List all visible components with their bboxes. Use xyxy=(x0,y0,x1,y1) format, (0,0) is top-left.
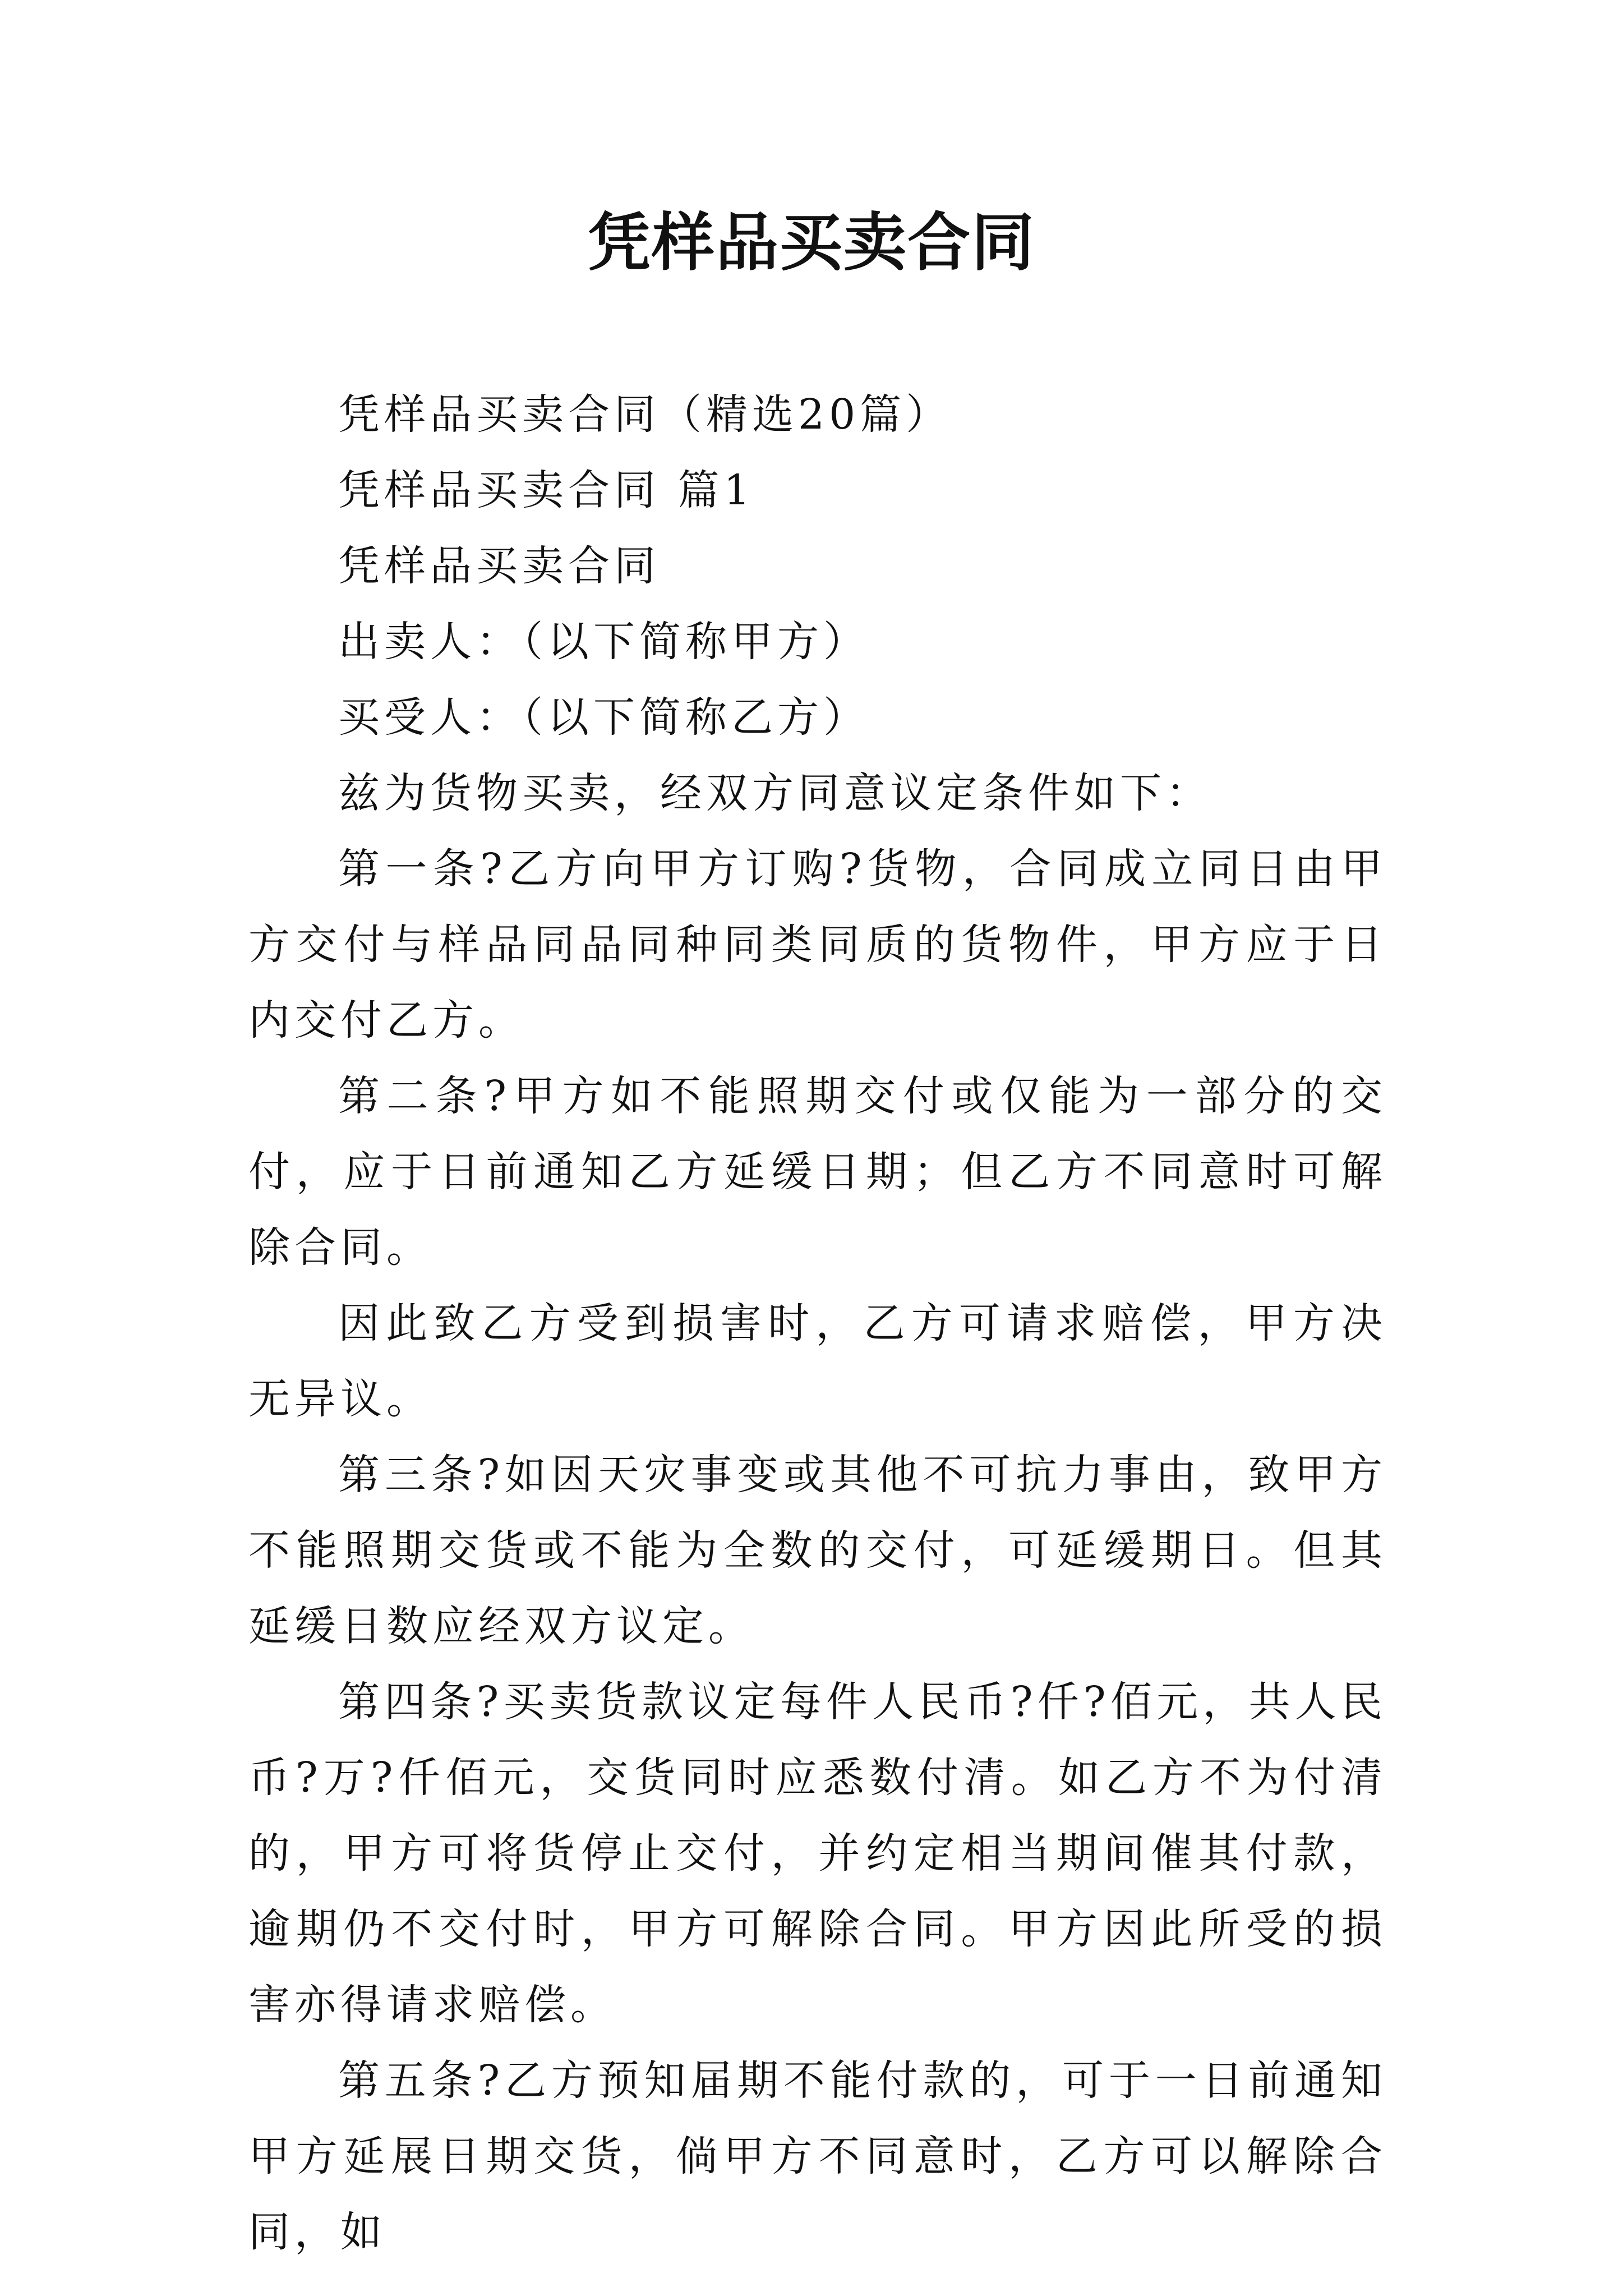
paragraph-seller: 出卖人：（以下简称甲方） xyxy=(338,618,869,666)
paragraph-buyer: 买受人：（以下简称乙方） xyxy=(338,693,869,742)
paragraph-article-5: 第五条?乙方预知届期不能付款的，可于一日前通知甲方延展日期交货，倘甲方不同意时，乙方可以解除合同，如 xyxy=(248,2056,1387,2256)
paragraph-article-2: 第二条?甲方如不能照期交付或仅能为一部分的交付，应于日前通知乙方延缓日期；但乙方不同意时可解除合同。 xyxy=(248,1072,1387,1272)
paragraph-contract-name: 凭样品买卖合同 xyxy=(338,542,660,590)
paragraph-subtitle: 凭样品买卖合同（精选20篇） xyxy=(338,390,952,439)
document-body xyxy=(248,377,1387,2270)
paragraph-article-1: 第一条?乙方向甲方订购?货物，合同成立同日由甲方交付与样品同品同种同类同质的货物件，甲方应于日内交付乙方。 xyxy=(248,845,1387,1045)
paragraph-preamble: 兹为货物买卖，经双方同意议定条件如下： xyxy=(338,769,1212,817)
document-title: 凭样品买卖合同 xyxy=(588,206,1035,279)
paragraph-article-3: 第三条?如因天灾事变或其他不可抗力事由，致甲方不能照期交货或不能为全数的交付，可延缓期日。但其延缓日数应经双方议定。 xyxy=(248,1451,1387,1650)
paragraph-article-4: 第四条?买卖货款议定每件人民币?仟?佰元，共人民币?万?仟佰元，交货同时应悉数付清。如乙方不为付清的，甲方可将货停止交付，并约定相当期间催其付款，逾期仍不交付时，甲方可解除合同。甲方因此所受的损害亦得请求赔偿。 xyxy=(248,1678,1387,2029)
paragraph-section-heading: 凭样品买卖合同 篇1 xyxy=(338,466,755,514)
paragraph-article-2-cont: 因此致乙方受到损害时，乙方可请求赔偿，甲方决无异议。 xyxy=(248,1299,1387,1423)
